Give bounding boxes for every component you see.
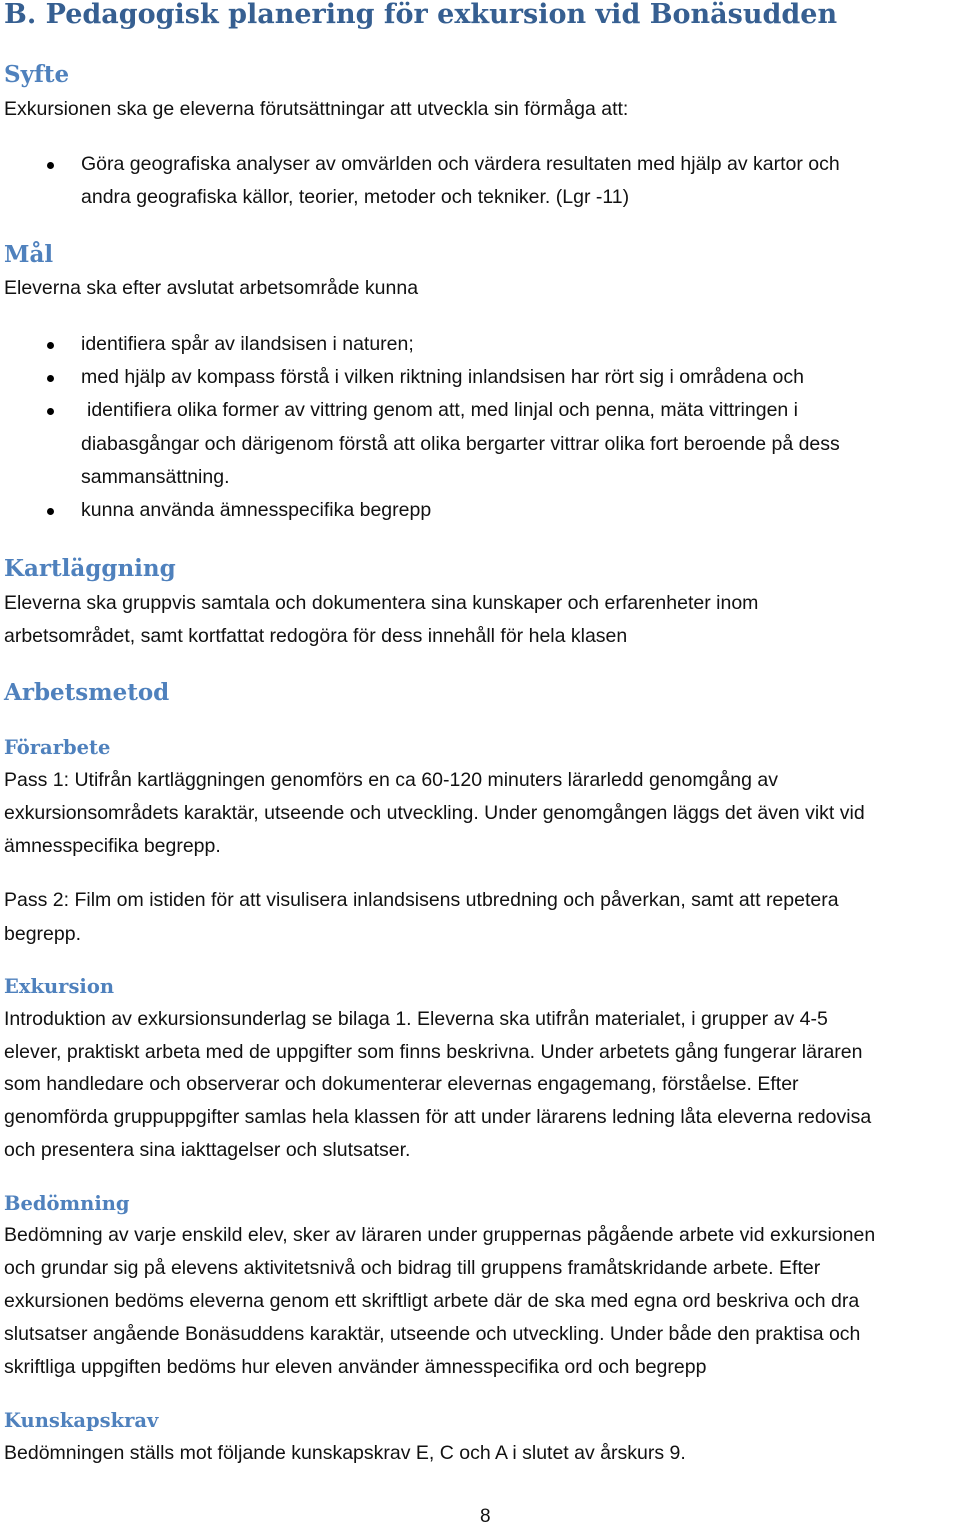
forarbete-pass2-line: begrepp.: [4, 923, 81, 945]
bullet-icon: [47, 408, 54, 415]
kartlaggning-line: Eleverna ska gruppvis samtala och dokumentera sina kunskaper och erfarenheter inom: [4, 592, 759, 614]
exkursion-line: Introduktion av exkursionsunderlag se bilaga 1. Eleverna ska utifrån materialet, i grupper av 4-5: [4, 1008, 828, 1030]
mal-intro: Eleverna ska efter avslutat arbetsområde kunna: [4, 277, 419, 299]
kartlaggning-line: arbetsområdet, samt kortfattat redogöra för dess innehåll för hela klasen: [4, 625, 628, 647]
heading-kartlaggning: Kartläggning: [4, 555, 176, 582]
syfte-intro: Exkursionen ska ge eleverna förutsättningar att utveckla sin förmåga att:: [4, 98, 629, 120]
exkursion-line: genomförda gruppuppgifter samlas hela klassen för att under lärarens ledning låta eleverna redovisa: [4, 1106, 872, 1128]
syfte-bullet-line: Göra geografiska analyser av omvärlden och värdera resultaten med hjälp av kartor och: [81, 153, 840, 175]
heading-syfte: Syfte: [4, 61, 70, 88]
page-number: 8: [480, 1506, 491, 1527]
bullet-icon: [47, 375, 54, 382]
mal-bullet-line: identifiera spår av ilandsisen i naturen;: [81, 333, 414, 355]
bedomning-line: och grundar sig på elevens aktivitetsnivå och bidrag till gruppens framåtskridande arbete. Efter: [4, 1257, 821, 1279]
bedomning-line: slutsatser angående Bonäsuddens karaktär, utseende och utveckling. Under både den praktisa och: [4, 1323, 861, 1345]
forarbete-pass2-line: Pass 2: Film om istiden för att visulisera inlandsisens utbredning och påverkan, samt att repetera: [4, 889, 839, 911]
mal-bullet-line: identifiera olika former av vittring genom att, med linjal och penna, mäta vittringen i: [87, 399, 799, 421]
bullet-icon: [47, 508, 54, 515]
bullet-icon: [47, 162, 54, 169]
mal-bullet-line: sammansättning.: [81, 466, 230, 488]
forarbete-pass1-line: ämnesspecifika begrepp.: [4, 835, 221, 857]
heading-kunskapskrav: Kunskapskrav: [4, 1409, 159, 1432]
mal-bullet-line: med hjälp av kompass förstå i vilken riktning inlandsisen har rört sig i områdena och: [81, 366, 804, 388]
mal-bullet-line: diabasgångar och därigenom förstå att olika bergarter vittrar olika fort beroende på dess: [81, 433, 840, 455]
heading-arbetsmetod: Arbetsmetod: [4, 679, 170, 706]
forarbete-pass1-line: Pass 1: Utifrån kartläggningen genomförs en ca 60-120 minuters lärarledd genomgång av: [4, 769, 778, 791]
bedomning-line: Bedömning av varje enskild elev, sker av läraren under gruppernas pågående arbete vid exkursionen: [4, 1224, 876, 1246]
exkursion-line: som handledare och observerar och dokumenterar elevernas engagemang, förståelse. Efter: [4, 1073, 799, 1095]
mal-bullet-line: kunna använda ämnesspecifika begrepp: [81, 499, 432, 521]
document-title: B. Pedagogisk planering för exkursion vid Bonäsudden: [4, 0, 838, 30]
exkursion-line: elever, praktiskt arbeta med de uppgifter som finns beskrivna. Under arbetets gång fungerar läraren: [4, 1041, 863, 1063]
forarbete-pass1-line: exkursionsområdets karaktär, utseende och utveckling. Under genomgången läggs det även vikt vid: [4, 802, 865, 824]
bedomning-line: skriftliga uppgiften bedöms hur eleven använder ämnesspecifika ord och begrepp: [4, 1356, 707, 1378]
exkursion-line: och presentera sina iakttagelser och slutsatser.: [4, 1139, 411, 1161]
heading-mal: Mål: [4, 241, 54, 268]
syfte-bullet-line: andra geografiska källor, teorier, metoder och tekniker. (Lgr -11): [81, 186, 630, 208]
bedomning-line: exkursionen bedöms eleverna genom ett skriftligt arbete där de ska med egna ord beskriva och dra: [4, 1290, 860, 1312]
bullet-icon: [47, 342, 54, 349]
heading-exkursion: Exkursion: [4, 975, 115, 998]
heading-forarbete: Förarbete: [4, 736, 111, 759]
kunskapskrav-line: Bedömningen ställs mot följande kunskapskrav E, C och A i slutet av årskurs 9.: [4, 1442, 686, 1464]
heading-bedomning: Bedömning: [4, 1192, 130, 1215]
